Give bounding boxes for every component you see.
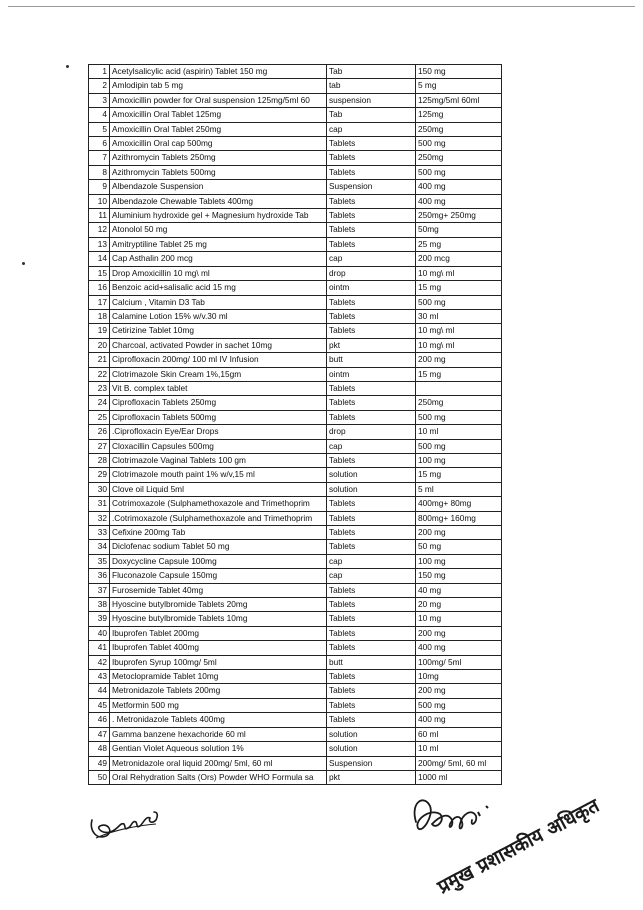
strength: 150 mg: [416, 65, 502, 79]
strength: 10 mg\ ml: [416, 324, 502, 338]
row-number: 9: [89, 180, 110, 194]
medicine-name: Drop Amoxicillin 10 mg\ ml: [110, 266, 327, 280]
dosage-form: Tablets: [327, 698, 416, 712]
dosage-form: Tablets: [327, 612, 416, 626]
medicine-name: Amoxicillin Oral Tablet 250mg: [110, 122, 327, 136]
dosage-form: suspension: [327, 93, 416, 107]
table-row: [89, 367, 502, 381]
row-number: 23: [89, 381, 110, 395]
table-row: [89, 108, 502, 122]
page-top-border: [8, 6, 635, 7]
table-row: [89, 180, 502, 194]
dosage-form: cap: [327, 439, 416, 453]
strength: 500 mg: [416, 698, 502, 712]
strength: 150 mg: [416, 569, 502, 583]
table-row: [89, 569, 502, 583]
row-number: 19: [89, 324, 110, 338]
table-row: [89, 698, 502, 712]
dosage-form: cap: [327, 554, 416, 568]
table-row: [89, 626, 502, 640]
table-row: [89, 122, 502, 136]
dosage-form: pkt: [327, 338, 416, 352]
dosage-form: Tablets: [327, 670, 416, 684]
medicine-name: Albendazole Suspension: [110, 180, 327, 194]
dosage-form: tab: [327, 79, 416, 93]
medicine-name: Diclofenac sodium Tablet 50 mg: [110, 540, 327, 554]
row-number: 1: [89, 65, 110, 79]
dosage-form: Tab: [327, 65, 416, 79]
row-number: 38: [89, 598, 110, 612]
strength: 10mg: [416, 670, 502, 684]
table-row: [89, 252, 502, 266]
medicine-name: Cloxacillin Capsules 500mg: [110, 439, 327, 453]
row-number: 22: [89, 367, 110, 381]
table-row: [89, 137, 502, 151]
row-number: 34: [89, 540, 110, 554]
table-row: [89, 93, 502, 107]
medicine-name: Albendazole Chewable Tablets 400mg: [110, 194, 327, 208]
strength: 400 mg: [416, 713, 502, 727]
dosage-form: Tablets: [327, 497, 416, 511]
table-row: [89, 165, 502, 179]
strength: 125mg: [416, 108, 502, 122]
strength: 500 mg: [416, 410, 502, 424]
dosage-form: Tablets: [327, 511, 416, 525]
medicine-name: Amitryptiline Tablet 25 mg: [110, 237, 327, 251]
strength: 5 ml: [416, 482, 502, 496]
strength: 250mg+ 250mg: [416, 209, 502, 223]
table-row: [89, 756, 502, 770]
dosage-form: Tablets: [327, 453, 416, 467]
medicine-name: Calcium , Vitamin D3 Tab: [110, 295, 327, 309]
medicine-name: Metronidazole Tablets 200mg: [110, 684, 327, 698]
dosage-form: Tablets: [327, 598, 416, 612]
table-row: [89, 237, 502, 251]
dosage-form: Tablets: [327, 526, 416, 540]
dosage-form: Tablets: [327, 194, 416, 208]
strength: 25 mg: [416, 237, 502, 251]
dosage-form: solution: [327, 482, 416, 496]
stamp-text: प्रमुख प्रशासकीय अधिकृत: [434, 794, 603, 899]
dosage-form: solution: [327, 742, 416, 756]
row-number: 27: [89, 439, 110, 453]
dosage-form: Tablets: [327, 223, 416, 237]
table-row: [89, 742, 502, 756]
dosage-form: pkt: [327, 770, 416, 784]
dosage-form: drop: [327, 266, 416, 280]
dosage-form: ointm: [327, 367, 416, 381]
row-number: 48: [89, 742, 110, 756]
strength: 500 mg: [416, 295, 502, 309]
table-row: [89, 381, 502, 395]
table-row: [89, 583, 502, 597]
dosage-form: Tablets: [327, 324, 416, 338]
row-number: 6: [89, 137, 110, 151]
medicine-name: Vit B. complex tablet: [110, 381, 327, 395]
medicine-name: Clove oil Liquid 5ml: [110, 482, 327, 496]
table-row: [89, 540, 502, 554]
row-number: 47: [89, 727, 110, 741]
row-number: 16: [89, 281, 110, 295]
strength: 10 mg: [416, 612, 502, 626]
medicine-name: Clotrimazole Skin Cream 1%,15gm: [110, 367, 327, 381]
table-row: [89, 511, 502, 525]
dosage-form: Tablets: [327, 381, 416, 395]
row-number: 18: [89, 309, 110, 323]
dosage-form: Tablets: [327, 151, 416, 165]
dosage-form: drop: [327, 425, 416, 439]
row-number: 4: [89, 108, 110, 122]
medicine-name: Benzoic acid+salisalic acid 15 mg: [110, 281, 327, 295]
row-number: 43: [89, 670, 110, 684]
dosage-form: solution: [327, 468, 416, 482]
strength: 500 mg: [416, 165, 502, 179]
medicine-name: Gamma banzene hexachoride 60 ml: [110, 727, 327, 741]
medicine-name: Doxycycline Capsule 100mg: [110, 554, 327, 568]
strength: 200 mcg: [416, 252, 502, 266]
dosage-form: Tablets: [327, 309, 416, 323]
dosage-form: butt: [327, 353, 416, 367]
table-row: [89, 295, 502, 309]
medicine-name: Metformin 500 mg: [110, 698, 327, 712]
table-row: [89, 324, 502, 338]
table-row: [89, 497, 502, 511]
signature-stamp-right: [400, 794, 610, 904]
table-row: [89, 713, 502, 727]
strength: 30 ml: [416, 309, 502, 323]
dosage-form: Tablets: [327, 684, 416, 698]
row-number: 49: [89, 756, 110, 770]
dosage-form: Tablets: [327, 237, 416, 251]
row-number: 33: [89, 526, 110, 540]
row-number: 13: [89, 237, 110, 251]
table-row: [89, 526, 502, 540]
medicine-name: Ibuprofen Syrup 100mg/ 5ml: [110, 655, 327, 669]
dosage-form: Tablets: [327, 396, 416, 410]
row-number: 24: [89, 396, 110, 410]
medicine-name: Ciprofloxacin Tablets 250mg: [110, 396, 327, 410]
strength: 15 mg: [416, 367, 502, 381]
dosage-form: ointm: [327, 281, 416, 295]
medicine-name: Clotrimazole mouth paint 1% w/v,15 ml: [110, 468, 327, 482]
medicine-name: Calamine Lotion 15% w/v.30 ml: [110, 309, 327, 323]
medicine-name: Atonolol 50 mg: [110, 223, 327, 237]
strength: 10 mg\ ml: [416, 338, 502, 352]
dosage-form: Tablets: [327, 410, 416, 424]
row-number: 11: [89, 209, 110, 223]
medicine-name: .Ciprofloxacin Eye/Ear Drops: [110, 425, 327, 439]
strength: 10 ml: [416, 425, 502, 439]
dosage-form: Tablets: [327, 641, 416, 655]
table-row: [89, 65, 502, 79]
table-row: [89, 396, 502, 410]
strength: 40 mg: [416, 583, 502, 597]
dosage-form: Tablets: [327, 295, 416, 309]
strength: 100 mg: [416, 554, 502, 568]
row-number: 36: [89, 569, 110, 583]
row-number: 37: [89, 583, 110, 597]
table-row: [89, 151, 502, 165]
row-number: 50: [89, 770, 110, 784]
row-number: 14: [89, 252, 110, 266]
medicine-name: Ibuprofen Tablet 400mg: [110, 641, 327, 655]
strength: 500 mg: [416, 439, 502, 453]
strength: 50mg: [416, 223, 502, 237]
medicine-name: Metoclopramide Tablet 10mg: [110, 670, 327, 684]
medicine-name: Ciprofloxacin Tablets 500mg: [110, 410, 327, 424]
table-row: [89, 641, 502, 655]
table-row: [89, 209, 502, 223]
medicine-name: Hyoscine butylbromide Tablets 20mg: [110, 598, 327, 612]
row-number: 15: [89, 266, 110, 280]
dosage-form: Tablets: [327, 583, 416, 597]
row-number: 35: [89, 554, 110, 568]
medicine-name: Azithromycin Tablets 500mg: [110, 165, 327, 179]
dosage-form: Suspension: [327, 180, 416, 194]
table-row: [89, 770, 502, 784]
row-number: 40: [89, 626, 110, 640]
row-number: 7: [89, 151, 110, 165]
row-number: 25: [89, 410, 110, 424]
strength: 400 mg: [416, 180, 502, 194]
table-row: [89, 727, 502, 741]
medicine-name: .Cotrimoxazole (Sulphamethoxazole and Trimethoprim: [110, 511, 327, 525]
row-number: 41: [89, 641, 110, 655]
medicine-name: . Metronidazole Tablets 400mg: [110, 713, 327, 727]
medicine-name: Amoxicillin Oral cap 500mg: [110, 137, 327, 151]
strength: 200 mg: [416, 526, 502, 540]
row-number: 39: [89, 612, 110, 626]
table-row: [89, 453, 502, 467]
medicine-name: Furosemide Tablet 40mg: [110, 583, 327, 597]
medicine-name: Fluconazole Capsule 150mg: [110, 569, 327, 583]
strength: 5 mg: [416, 79, 502, 93]
table-row: [89, 281, 502, 295]
medicine-name: Oral Rehydration Salts (Ors) Powder WHO Formula sa: [110, 770, 327, 784]
table-row: [89, 598, 502, 612]
dosage-form: Tablets: [327, 540, 416, 554]
medicine-name: Amlodipin tab 5 mg: [110, 79, 327, 93]
row-number: 30: [89, 482, 110, 496]
table-row: [89, 79, 502, 93]
dosage-form: Tablets: [327, 209, 416, 223]
strength: 200mg/ 5ml, 60 ml: [416, 756, 502, 770]
row-number: 2: [89, 79, 110, 93]
scan-speck: [22, 262, 25, 265]
medicine-name: Amoxicillin Oral Tablet 125mg: [110, 108, 327, 122]
medicine-name: Metronidazole oral liquid 200mg/ 5ml, 60 ml: [110, 756, 327, 770]
strength: 400mg+ 80mg: [416, 497, 502, 511]
medicine-name: Aluminium hydroxide gel + Magnesium hydroxide Tab: [110, 209, 327, 223]
table-row: [89, 353, 502, 367]
table-row: [89, 482, 502, 496]
strength: 100 mg: [416, 453, 502, 467]
medicine-name: Amoxicillin powder for Oral suspension 125mg/5ml 60: [110, 93, 327, 107]
medicine-name: Acetylsalicylic acid (aspirin) Tablet 150 mg: [110, 65, 327, 79]
medicine-name: Cap Asthalin 200 mcg: [110, 252, 327, 266]
row-number: 21: [89, 353, 110, 367]
strength: 1000 ml: [416, 770, 502, 784]
table-row: [89, 468, 502, 482]
row-number: 42: [89, 655, 110, 669]
row-number: 17: [89, 295, 110, 309]
strength: 10 mg\ ml: [416, 266, 502, 280]
table-row: [89, 670, 502, 684]
table-row: [89, 223, 502, 237]
strength: 60 ml: [416, 727, 502, 741]
strength: 200 mg: [416, 684, 502, 698]
table-row: [89, 338, 502, 352]
medicine-name: Ibuprofen Tablet 200mg: [110, 626, 327, 640]
row-number: 44: [89, 684, 110, 698]
strength: 200 mg: [416, 353, 502, 367]
row-number: 3: [89, 93, 110, 107]
medicine-name: Ciprofloxacin 200mg/ 100 ml IV Infusion: [110, 353, 327, 367]
strength: 400 mg: [416, 641, 502, 655]
table-body: [89, 65, 502, 785]
medicine-name: Cetirizine Tablet 10mg: [110, 324, 327, 338]
strength: 100mg/ 5ml: [416, 655, 502, 669]
dosage-form: cap: [327, 122, 416, 136]
medicine-name: Cotrimoxazole (Sulphamethoxazole and Trimethoprim: [110, 497, 327, 511]
row-number: 5: [89, 122, 110, 136]
medicine-name: Clotrimazole Vaginal Tablets 100 gm: [110, 453, 327, 467]
row-number: 12: [89, 223, 110, 237]
row-number: 45: [89, 698, 110, 712]
row-number: 8: [89, 165, 110, 179]
scan-speck: [66, 65, 69, 68]
table-row: [89, 439, 502, 453]
row-number: 26: [89, 425, 110, 439]
dosage-form: Tab: [327, 108, 416, 122]
table-row: [89, 410, 502, 424]
strength: 200 mg: [416, 626, 502, 640]
strength: 15 mg: [416, 468, 502, 482]
strength: 50 mg: [416, 540, 502, 554]
dosage-form: Tablets: [327, 713, 416, 727]
dosage-form: butt: [327, 655, 416, 669]
dosage-form: solution: [327, 727, 416, 741]
dosage-form: Tablets: [327, 165, 416, 179]
table-row: [89, 425, 502, 439]
strength: 125mg/5ml 60ml: [416, 93, 502, 107]
table-row: [89, 194, 502, 208]
strength: 400 mg: [416, 194, 502, 208]
medicine-name: Charcoal, activated Powder in sachet 10mg: [110, 338, 327, 352]
strength: 250mg: [416, 122, 502, 136]
dosage-form: cap: [327, 569, 416, 583]
strength: [416, 381, 502, 395]
row-number: 28: [89, 453, 110, 467]
medicine-name: Cefixine 200mg Tab: [110, 526, 327, 540]
row-number: 31: [89, 497, 110, 511]
table-row: [89, 612, 502, 626]
strength: 250mg: [416, 151, 502, 165]
dosage-form: Suspension: [327, 756, 416, 770]
row-number: 29: [89, 468, 110, 482]
medicine-name: Azithromycin Tablets 250mg: [110, 151, 327, 165]
medicine-list-table: [88, 64, 502, 785]
table-row: [89, 684, 502, 698]
table-row: [89, 266, 502, 280]
table-row: [89, 309, 502, 323]
dosage-form: cap: [327, 252, 416, 266]
row-number: 20: [89, 338, 110, 352]
strength: 500 mg: [416, 137, 502, 151]
dosage-form: Tablets: [327, 137, 416, 151]
strength: 20 mg: [416, 598, 502, 612]
table-row: [89, 655, 502, 669]
strength: 250mg: [416, 396, 502, 410]
row-number: 32: [89, 511, 110, 525]
strength: 10 ml: [416, 742, 502, 756]
table-row: [89, 554, 502, 568]
row-number: 10: [89, 194, 110, 208]
medicine-name: Gentian Violet Aqueous solution 1%: [110, 742, 327, 756]
signature-left: [84, 800, 174, 845]
strength: 15 mg: [416, 281, 502, 295]
row-number: 46: [89, 713, 110, 727]
medicine-name: Hyoscine butylbromide Tablets 10mg: [110, 612, 327, 626]
strength: 800mg+ 160mg: [416, 511, 502, 525]
dosage-form: Tablets: [327, 626, 416, 640]
